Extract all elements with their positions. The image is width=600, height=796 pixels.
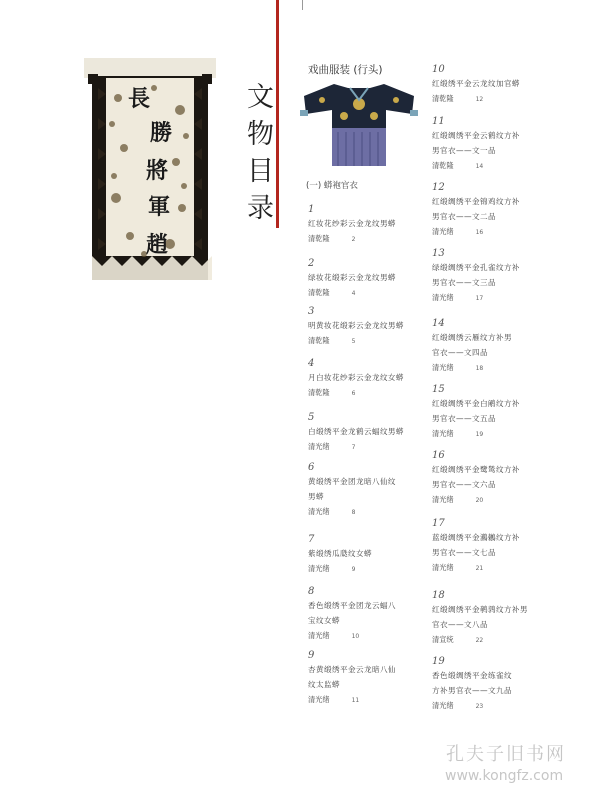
entry-page-number: 22 <box>475 637 484 644</box>
entry-period-page <box>432 158 554 174</box>
entry-period-page <box>308 385 423 401</box>
catalog-entry <box>432 248 554 306</box>
catalog-entry <box>308 462 423 520</box>
entry-period: 清光绪 <box>432 363 454 372</box>
entry-period-page <box>432 560 554 576</box>
entry-number: 15 <box>432 384 445 395</box>
entry-name: 红缎绸绣平金云鹤纹方补 <box>432 131 520 140</box>
entry-period: 清乾隆 <box>432 94 454 103</box>
entry-period: 清光绪 <box>432 227 454 236</box>
entry-page-number: 10 <box>351 633 360 640</box>
entry-period: 清乾隆 <box>308 336 330 345</box>
catalog-entry <box>308 650 423 708</box>
entry-period: 清光绪 <box>432 429 454 438</box>
entry-number: 8 <box>308 586 315 597</box>
entry-number: 11 <box>432 116 445 127</box>
entry-name: 男官衣——文二品 <box>432 212 496 221</box>
entry-page-number: 19 <box>475 431 484 438</box>
entry-number: 12 <box>432 182 445 193</box>
entry-name: 紫缎绣瓜瓞纹女蟒 <box>308 549 372 558</box>
watermark-url: www.kongfz.com <box>445 768 564 784</box>
entry-number: 10 <box>432 64 445 75</box>
entry-name: 男官衣——文六品 <box>432 480 496 489</box>
entry-page-number: 16 <box>475 229 484 236</box>
entry-period-page <box>308 628 423 644</box>
catalog-entry <box>308 306 423 349</box>
entry-page-number: 21 <box>475 565 484 572</box>
entry-period-page <box>308 692 423 708</box>
catalog-entry <box>432 450 554 508</box>
entry-page-number: 4 <box>351 290 356 297</box>
entry-period: 清乾隆 <box>308 388 330 397</box>
entry-number: 4 <box>308 358 315 369</box>
entry-period: 清光绪 <box>432 495 454 504</box>
entry-page-number: 7 <box>351 444 356 451</box>
entry-number: 16 <box>432 450 445 461</box>
entry-period-page <box>432 360 554 376</box>
entry-period: 清乾隆 <box>308 288 330 297</box>
banner-char-5: 趙 <box>146 232 169 258</box>
entry-page-number: 6 <box>351 390 356 397</box>
entry-name: 明黄妆花缎彩云金龙纹男蟒 <box>308 321 404 330</box>
entry-page-number: 2 <box>351 236 356 243</box>
dragon-robe-image <box>300 80 418 168</box>
entry-page-number: 17 <box>475 295 484 302</box>
entry-period-page <box>432 632 554 648</box>
entry-name: 香色缎绸绣平金练雀纹 <box>432 671 512 680</box>
entry-name: 香色缎绣平金团龙云蝠八 <box>308 601 396 610</box>
entry-page-number: 11 <box>351 697 360 704</box>
watermark-text: 孔夫子旧书网 <box>446 744 566 765</box>
catalog-entry <box>432 64 554 107</box>
entry-period: 清乾隆 <box>432 161 454 170</box>
entry-period-page <box>308 231 423 247</box>
subsection-title: (一) 蟒袍官衣 <box>306 181 358 191</box>
catalog-entry <box>432 182 554 240</box>
catalog-entry <box>308 258 423 301</box>
entry-name: 宝纹女蟒 <box>308 616 340 625</box>
entry-name: 红缎绸绣平金锦鸡纹方补 <box>432 197 520 206</box>
entry-page-number: 23 <box>475 703 484 710</box>
entry-page-number: 18 <box>475 365 484 372</box>
entry-name: 官衣——文四品 <box>432 348 488 357</box>
entry-period-page <box>308 561 423 577</box>
entry-page-number: 5 <box>351 338 356 345</box>
entry-name: 纹太监蟒 <box>308 680 340 689</box>
entry-period-page <box>308 504 423 520</box>
entry-name: 白缎绣平金龙鹤云蝠纹男蟒 <box>308 427 404 436</box>
entry-name: 红缎绸绣云雁纹方补男 <box>432 333 512 342</box>
entry-name: 红缎绸绣平金白鹇纹方补 <box>432 399 520 408</box>
entry-period: 清光绪 <box>432 563 454 572</box>
entry-period-page <box>432 492 554 508</box>
entry-number: 2 <box>308 258 315 269</box>
entry-number: 18 <box>432 590 445 601</box>
catalog-entry <box>308 358 423 401</box>
entry-number: 3 <box>308 306 315 317</box>
entry-name: 绿缎绸绣平金孔雀纹方补 <box>432 263 520 272</box>
entry-period: 清乾隆 <box>308 234 330 243</box>
entry-number: 6 <box>308 462 315 473</box>
banner-text <box>120 82 182 262</box>
entry-name: 蓝缎绸绣平金鸂鶒纹方补 <box>432 533 520 542</box>
entry-period: 清宣统 <box>432 635 454 644</box>
banner-char-3: 將 <box>146 158 169 184</box>
entry-period: 清光绪 <box>308 631 330 640</box>
entry-period-page <box>432 698 554 714</box>
entry-name: 红妆花纱彩云金龙纹男蟒 <box>308 219 396 228</box>
entry-period: 清光绪 <box>432 293 454 302</box>
entry-page-number: 14 <box>475 163 484 170</box>
banner-char-4: 軍 <box>148 194 171 220</box>
entry-period: 清光绪 <box>308 507 330 516</box>
entry-number: 1 <box>308 204 315 215</box>
entry-page-number: 12 <box>475 96 484 103</box>
entry-name: 男官衣——文一品 <box>432 146 496 155</box>
entry-name: 绿妆花缎彩云金龙纹男蟒 <box>308 273 396 282</box>
entry-name: 红缎绸绣平金鹭鸶纹方补 <box>432 465 520 474</box>
entry-name: 男蟒 <box>308 492 324 501</box>
entry-period-page <box>308 285 423 301</box>
entry-period: 清光绪 <box>432 701 454 710</box>
top-tick-line <box>302 0 303 10</box>
banner-char-2: 勝 <box>150 120 173 146</box>
entry-name: 男官衣——文三品 <box>432 278 496 287</box>
entry-page-number: 20 <box>475 497 484 504</box>
entry-page-number: 9 <box>351 566 356 573</box>
entry-number: 13 <box>432 248 445 259</box>
catalog-entry <box>308 204 423 247</box>
catalog-title: 文物目录 <box>242 82 273 230</box>
entry-name: 男官衣——文七品 <box>432 548 496 557</box>
entry-name: 男官衣——文五品 <box>432 414 496 423</box>
catalog-entry <box>432 116 554 174</box>
banner-char-1: 長 <box>128 86 151 112</box>
catalog-entry <box>308 586 423 644</box>
entry-name: 月白妆花纱彩云金龙纹女蟒 <box>308 373 404 382</box>
entry-period-page <box>432 290 554 306</box>
catalog-entry <box>432 384 554 442</box>
entry-period-page <box>432 91 554 107</box>
entry-period-page <box>432 224 554 240</box>
entry-period: 清光绪 <box>308 695 330 704</box>
catalog-entry <box>432 590 554 648</box>
entry-number: 9 <box>308 650 315 661</box>
catalog-entry <box>308 412 423 455</box>
entry-period-page <box>308 439 423 455</box>
entry-number: 5 <box>308 412 315 423</box>
section-title: 戏曲服装 (行头) <box>308 64 383 76</box>
entry-name: 红缎绸绣平金鹌鹑纹方补男 <box>432 605 528 614</box>
entry-name: 红缎绣平金云龙纹加官蟒 <box>432 79 520 88</box>
entry-number: 14 <box>432 318 445 329</box>
catalog-entry <box>432 318 554 376</box>
entry-period: 清光绪 <box>308 564 330 573</box>
entry-name: 黄缎绣平金团龙暗八仙纹 <box>308 477 396 486</box>
catalog-entry <box>432 518 554 576</box>
embroidered-banner-image <box>84 58 216 286</box>
entry-number: 19 <box>432 656 445 667</box>
entry-name: 杏黄缎绣平金云龙暗八仙 <box>308 665 396 674</box>
entry-period-page <box>308 333 423 349</box>
entry-period: 清光绪 <box>308 442 330 451</box>
entry-name: 官衣——文八品 <box>432 620 488 629</box>
catalog-entry <box>308 534 423 577</box>
catalog-entry <box>432 656 554 714</box>
entry-period-page <box>432 426 554 442</box>
entry-number: 17 <box>432 518 445 529</box>
entry-name: 方补男官衣——文九品 <box>432 686 512 695</box>
entry-page-number: 8 <box>351 509 356 516</box>
entry-number: 7 <box>308 534 315 545</box>
